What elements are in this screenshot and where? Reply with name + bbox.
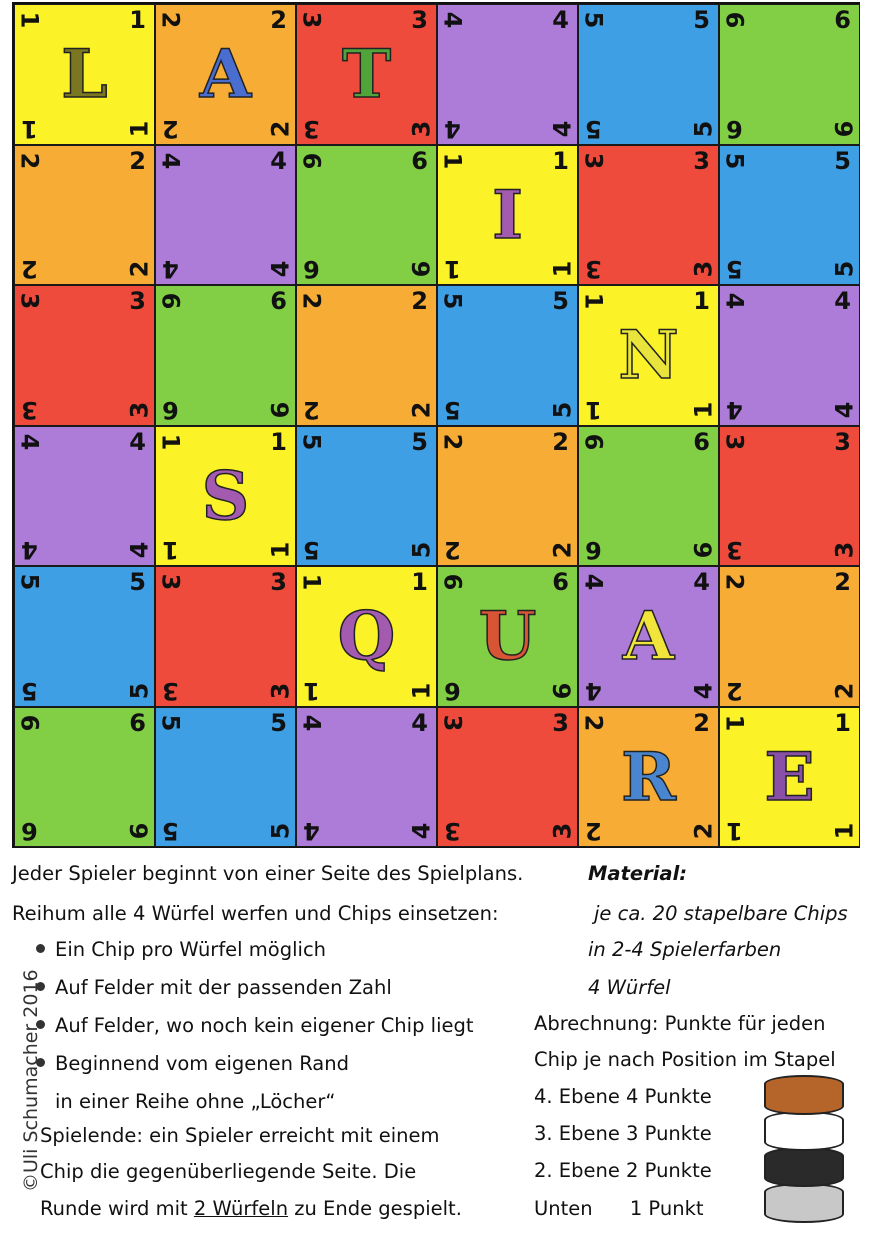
cell-number-bl: 2 xyxy=(21,255,38,283)
board-cell-1-1[interactable] xyxy=(155,145,296,286)
board-cell-5-1[interactable] xyxy=(155,707,296,848)
copyright: ©Uli Schumacher 2016 xyxy=(20,969,42,1192)
cell-number-br: 3 xyxy=(125,401,154,418)
cell-number-tr: 3 xyxy=(693,146,710,175)
board-cell-3-2[interactable] xyxy=(296,426,437,567)
cell-number-tr: 5 xyxy=(834,146,851,175)
cell-number-bl: 6 xyxy=(726,114,743,143)
cell-number-br: 4 xyxy=(266,260,295,278)
rules-panel xyxy=(0,850,878,1250)
cell-number-tl: 2 xyxy=(156,11,185,29)
cell-number-tr: 5 xyxy=(552,287,569,315)
cell-number-bl: 1 xyxy=(303,676,320,705)
cell-number-tl: 1 xyxy=(438,152,467,169)
rules-bullet-4-text: Beginnend vom eigenen Rand xyxy=(55,1052,349,1075)
game-board xyxy=(12,2,860,848)
cell-number-br: 1 xyxy=(548,260,577,278)
cell-number-br: 6 xyxy=(266,401,295,418)
cell-number-bl: 4 xyxy=(444,114,461,143)
board-cell-4-5[interactable] xyxy=(719,566,860,707)
board-cell-2-4[interactable] xyxy=(578,285,719,426)
cell-number-tr: 5 xyxy=(411,427,428,456)
cell-number-bl: 5 xyxy=(585,114,602,143)
cell-number-tl: 6 xyxy=(156,292,185,310)
cell-number-br: 2 xyxy=(548,541,577,559)
cell-number-bl: 1 xyxy=(444,255,461,283)
cell-number-tr: 3 xyxy=(270,568,287,596)
cell-number-br: 5 xyxy=(548,401,577,418)
cell-number-br: 2 xyxy=(125,260,154,278)
material-line-1: je ca. 20 stapelbare Chips xyxy=(594,902,848,925)
cell-number-tr: 6 xyxy=(411,146,428,175)
cell-number-tl: 5 xyxy=(15,573,44,591)
cell-number-tl: 5 xyxy=(438,292,467,310)
cell-number-br: 6 xyxy=(689,541,718,559)
cell-number-tr: 1 xyxy=(693,287,710,315)
cell-number-tl: 2 xyxy=(15,152,44,169)
cell-number-br: 5 xyxy=(689,120,718,137)
cell-number-tl: 3 xyxy=(156,573,185,591)
cell-number-tr: 6 xyxy=(552,568,569,596)
cell-number-tr: 2 xyxy=(834,568,851,596)
cell-number-tr: 3 xyxy=(834,427,851,456)
board-cell-0-0[interactable] xyxy=(14,4,155,145)
cell-number-bl: 4 xyxy=(21,536,38,564)
cell-number-tr: 4 xyxy=(552,6,569,34)
board-cell-5-2[interactable] xyxy=(296,707,437,848)
cell-number-tl: 6 xyxy=(579,433,608,450)
cell-number-bl: 2 xyxy=(726,676,743,705)
rules-end-3 xyxy=(40,1199,462,1219)
cell-number-tr: 5 xyxy=(129,568,146,596)
board-cell-5-4[interactable] xyxy=(578,707,719,848)
rules-bullet-3 xyxy=(36,1016,474,1036)
board-cell-0-4[interactable] xyxy=(578,4,719,145)
cell-number-tl: 3 xyxy=(579,152,608,169)
cell-number-br: 3 xyxy=(266,682,295,699)
rules-bullet-1-text: Ein Chip pro Würfel möglich xyxy=(55,938,327,961)
cell-number-tr: 4 xyxy=(270,146,287,175)
board-cell-4-2[interactable] xyxy=(296,566,437,707)
cell-number-br: 2 xyxy=(266,120,295,137)
cell-number-tl: 3 xyxy=(15,292,44,310)
cell-number-tr: 4 xyxy=(129,427,146,456)
cell-number-br: 3 xyxy=(407,120,436,137)
material-line-3: 4 Würfel xyxy=(588,976,671,999)
board-cell-0-5[interactable] xyxy=(719,4,860,145)
cell-number-tl: 4 xyxy=(297,714,326,731)
board-cell-0-3[interactable] xyxy=(437,4,578,145)
cell-number-tl: 5 xyxy=(720,152,749,169)
board-cell-5-0[interactable] xyxy=(14,707,155,848)
cell-number-tr: 4 xyxy=(693,568,710,596)
cell-number-tl: 5 xyxy=(156,714,185,731)
rules-end-3-underline: 2 Würfeln xyxy=(193,1197,289,1220)
title-letter-a: A xyxy=(199,35,252,114)
cell-number-br: 4 xyxy=(125,541,154,559)
cell-number-tl: 4 xyxy=(720,292,749,310)
cell-number-br: 3 xyxy=(830,541,859,559)
cell-number-tr: 3 xyxy=(129,287,146,315)
cell-number-tr: 6 xyxy=(270,287,287,315)
cell-number-tl: 6 xyxy=(297,152,326,169)
cell-number-tl: 5 xyxy=(579,11,608,29)
cell-number-br: 5 xyxy=(407,541,436,559)
cell-number-tr: 4 xyxy=(834,287,851,315)
cell-number-tr: 6 xyxy=(129,708,146,737)
rules-bullet-4b: in einer Reihe ohne „Löcher“ xyxy=(55,1090,336,1113)
cell-number-bl: 6 xyxy=(585,536,602,564)
title-letter-i: I xyxy=(492,175,523,254)
rules-bullet-2-text: Auf Felder mit der passenden Zahl xyxy=(55,976,392,999)
board-cell-4-3[interactable] xyxy=(437,566,578,707)
cell-number-bl: 5 xyxy=(444,395,461,424)
cell-number-tl: 4 xyxy=(438,11,467,29)
board-cell-1-5[interactable] xyxy=(719,145,860,286)
cell-number-br: 1 xyxy=(125,120,154,137)
rules-end-1: Spielende: ein Spieler erreicht mit einem xyxy=(40,1124,440,1147)
chip-level-2 xyxy=(764,1147,844,1187)
cell-number-bl: 6 xyxy=(21,817,38,845)
title-letter-s: S xyxy=(201,456,250,535)
cell-number-bl: 3 xyxy=(303,114,320,143)
cell-number-br: 5 xyxy=(125,682,154,699)
cell-number-tr: 6 xyxy=(693,427,710,456)
board-cell-2-3[interactable] xyxy=(437,285,578,426)
cell-number-bl: 2 xyxy=(162,114,179,143)
board-cell-2-1[interactable] xyxy=(155,285,296,426)
cell-number-bl: 5 xyxy=(162,817,179,845)
board-cell-2-2[interactable] xyxy=(296,285,437,426)
title-letter-r: R xyxy=(621,737,676,816)
cell-number-tl: 1 xyxy=(15,11,44,29)
board-cell-3-0[interactable] xyxy=(14,426,155,567)
cell-number-tl: 6 xyxy=(15,714,44,731)
cell-number-tl: 3 xyxy=(720,433,749,450)
cell-number-tl: 5 xyxy=(297,433,326,450)
scoring-level-4: 4. Ebene 4 Punkte xyxy=(534,1085,712,1108)
title-letter-e: E xyxy=(764,737,815,816)
title-letter-u: U xyxy=(478,597,537,676)
board-cell-0-2[interactable] xyxy=(296,4,437,145)
board-cell-3-3[interactable] xyxy=(437,426,578,567)
board-cell-3-1[interactable] xyxy=(155,426,296,567)
cell-number-tr: 1 xyxy=(270,427,287,456)
cell-number-br: 6 xyxy=(125,822,154,840)
cell-number-bl: 4 xyxy=(303,817,320,845)
cell-number-bl: 6 xyxy=(303,255,320,283)
cell-number-bl: 4 xyxy=(162,255,179,283)
cell-number-br: 4 xyxy=(548,120,577,137)
cell-number-tl: 1 xyxy=(579,292,608,310)
scoring-level-2: 2. Ebene 2 Punkte xyxy=(534,1159,712,1182)
board-cell-4-4[interactable] xyxy=(578,566,719,707)
cell-number-tl: 1 xyxy=(297,573,326,591)
cell-number-bl: 4 xyxy=(726,395,743,424)
cell-number-br: 6 xyxy=(548,682,577,699)
rules-bullet-4 xyxy=(36,1054,349,1074)
cell-number-tr: 2 xyxy=(270,6,287,34)
cell-number-br: 3 xyxy=(548,822,577,840)
board-cell-1-2[interactable] xyxy=(296,145,437,286)
cell-number-tl: 2 xyxy=(720,573,749,591)
cell-number-tl: 1 xyxy=(156,433,185,450)
title-letter-n: N xyxy=(618,316,679,395)
board-cell-5-3[interactable] xyxy=(437,707,578,848)
cell-number-tl: 4 xyxy=(156,152,185,169)
cell-number-br: 6 xyxy=(407,260,436,278)
cell-number-bl: 6 xyxy=(162,395,179,424)
cell-number-bl: 1 xyxy=(726,817,743,845)
scoring-bottom: Unten 1 Punkt xyxy=(534,1197,704,1220)
cell-number-tr: 1 xyxy=(411,568,428,596)
cell-number-tr: 3 xyxy=(411,6,428,34)
cell-number-tr: 1 xyxy=(834,708,851,737)
board-cell-1-3[interactable] xyxy=(437,145,578,286)
cell-number-br: 3 xyxy=(689,260,718,278)
cell-number-tl: 3 xyxy=(297,11,326,29)
cell-number-tr: 6 xyxy=(834,6,851,34)
board-cell-3-4[interactable] xyxy=(578,426,719,567)
cell-number-tr: 5 xyxy=(693,6,710,34)
rules-bullet-1 xyxy=(36,940,326,960)
cell-number-br: 1 xyxy=(407,682,436,699)
board-cell-2-5[interactable] xyxy=(719,285,860,426)
scoring-line-2: Chip je nach Position im Stapel xyxy=(534,1048,836,1071)
board-cell-5-5[interactable] xyxy=(719,707,860,848)
scoring-level-3: 3. Ebene 3 Punkte xyxy=(534,1122,712,1145)
cell-number-bl: 3 xyxy=(21,395,38,424)
cell-number-tl: 6 xyxy=(438,573,467,591)
title-letter-q: Q xyxy=(337,597,396,676)
cell-number-br: 1 xyxy=(830,822,859,840)
chip-stack-illustration xyxy=(764,1075,848,1225)
cell-number-bl: 1 xyxy=(21,114,38,143)
cell-number-bl: 2 xyxy=(585,817,602,845)
cell-number-br: 6 xyxy=(830,120,859,137)
title-letter-a: A xyxy=(622,597,675,676)
material-line-2: in 2-4 Spielerfarben xyxy=(588,938,782,961)
chip-level-3 xyxy=(764,1111,844,1151)
chip-level-4 xyxy=(764,1075,844,1115)
cell-number-br: 4 xyxy=(407,822,436,840)
title-letter-l: L xyxy=(61,35,108,114)
cell-number-bl: 2 xyxy=(444,536,461,564)
cell-number-tl: 3 xyxy=(438,714,467,731)
cell-number-tr: 2 xyxy=(411,287,428,315)
cell-number-br: 5 xyxy=(830,260,859,278)
cell-number-bl: 4 xyxy=(585,676,602,705)
rules-intro-1: Jeder Spieler beginnt von einer Seite des Spielplans. xyxy=(12,862,524,885)
cell-number-bl: 6 xyxy=(444,676,461,705)
cell-number-br: 1 xyxy=(689,401,718,418)
cell-number-bl: 3 xyxy=(162,676,179,705)
cell-number-bl: 3 xyxy=(585,255,602,283)
cell-number-br: 5 xyxy=(266,822,295,840)
cell-number-bl: 5 xyxy=(726,255,743,283)
material-heading: Material: xyxy=(588,862,688,885)
board-cell-0-1[interactable] xyxy=(155,4,296,145)
board-cell-2-0[interactable] xyxy=(14,285,155,426)
board-cell-1-0[interactable] xyxy=(14,145,155,286)
rules-intro-2: Reihum alle 4 Würfel werfen und Chips einsetzen: xyxy=(12,902,499,925)
cell-number-bl: 3 xyxy=(726,536,743,564)
board-cell-4-1[interactable] xyxy=(155,566,296,707)
cell-number-br: 1 xyxy=(266,541,295,559)
bullet-icon xyxy=(36,944,45,953)
cell-number-tr: 1 xyxy=(552,146,569,175)
cell-number-tr: 2 xyxy=(693,708,710,737)
cell-number-tl: 4 xyxy=(579,573,608,591)
cell-number-tr: 2 xyxy=(552,427,569,456)
cell-number-tr: 3 xyxy=(552,708,569,737)
cell-number-bl: 1 xyxy=(162,536,179,564)
cell-number-br: 2 xyxy=(689,822,718,840)
cell-number-tr: 5 xyxy=(270,708,287,737)
title-letter-t: T xyxy=(341,35,392,114)
rules-end-2: Chip die gegenüberliegende Seite. Die xyxy=(40,1160,417,1183)
cell-number-tl: 4 xyxy=(15,433,44,450)
cell-number-br: 4 xyxy=(689,682,718,699)
rules-end-3-pre: Runde wird mit xyxy=(40,1197,194,1220)
scoring-line-1: Abrechnung: Punkte für jeden xyxy=(534,1012,826,1035)
board-cell-4-0[interactable] xyxy=(14,566,155,707)
cell-number-tl: 2 xyxy=(297,292,326,310)
cell-number-tl: 6 xyxy=(720,11,749,29)
cell-number-br: 2 xyxy=(407,401,436,418)
cell-number-br: 2 xyxy=(830,682,859,699)
cell-number-tr: 1 xyxy=(129,6,146,34)
rules-end-3-post: zu Ende gespielt. xyxy=(288,1197,462,1220)
cell-number-bl: 3 xyxy=(444,817,461,845)
cell-number-br: 4 xyxy=(830,401,859,418)
board-cell-3-5[interactable] xyxy=(719,426,860,567)
chip-level-1 xyxy=(764,1183,844,1223)
rules-bullet-2 xyxy=(36,978,392,998)
cell-number-bl: 2 xyxy=(303,395,320,424)
cell-number-tl: 1 xyxy=(720,714,749,731)
rules-bullet-3-text: Auf Felder, wo noch kein eigener Chip liegt xyxy=(55,1014,474,1037)
cell-number-tr: 4 xyxy=(411,708,428,737)
cell-number-bl: 5 xyxy=(303,536,320,564)
board-cell-1-4[interactable] xyxy=(578,145,719,286)
cell-number-tl: 2 xyxy=(438,433,467,450)
cell-number-bl: 5 xyxy=(21,676,38,705)
cell-number-tl: 2 xyxy=(579,714,608,731)
cell-number-bl: 1 xyxy=(585,395,602,424)
cell-number-tr: 2 xyxy=(129,146,146,175)
